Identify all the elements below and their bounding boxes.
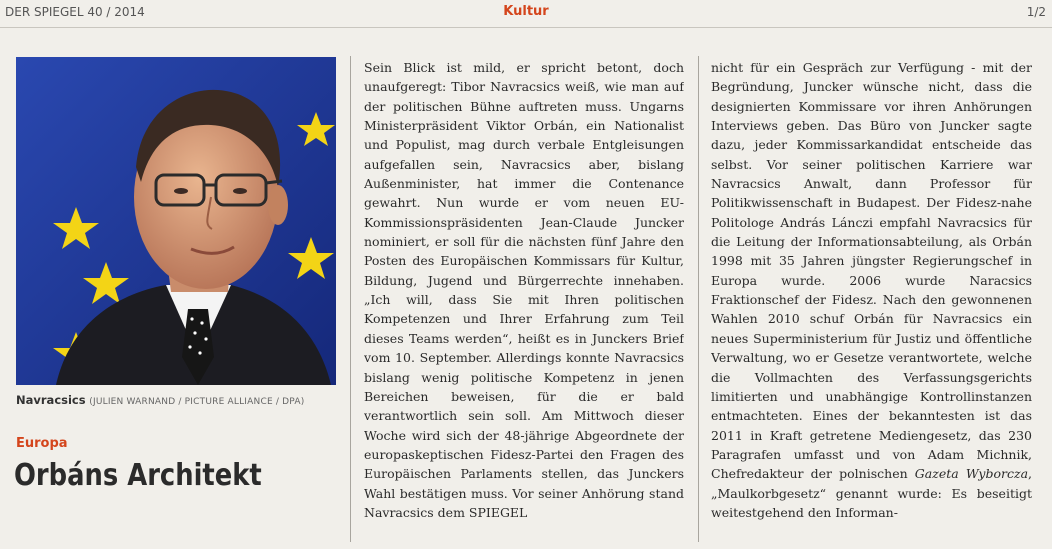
col2-text-end: , „Maulkorbgesetz“ genannt wurde: Es beseitigt weitestgehend den Informan-	[711, 466, 1032, 520]
top-bar	[0, 0, 1052, 28]
column-divider-left	[350, 56, 351, 542]
page-indicator[interactable]: 1/2	[1026, 5, 1046, 19]
article-text-col2	[711, 58, 1032, 522]
newspaper-name: Gazeta Wyborcza	[914, 466, 1029, 482]
caption-name: Navracsics	[16, 393, 86, 407]
magazine-issue: DER SPIEGEL 40 / 2014	[5, 5, 145, 19]
column-divider-right	[698, 56, 699, 542]
article-kicker: Europa	[16, 436, 68, 451]
article-column-1	[364, 58, 684, 538]
article-text-col1: Sein Blick ist mild, er spricht betont, doch unaufgeregt: Tibor Navracsics weiß, wie man auf der politischen Bühne auftreten muss. Ungarns Ministerpräsident Viktor Orbán, ein Nationalist und Populist, mag durch verbale Entgleisungen aufgefallen sein, Navracsics aber, bislang Außenminister, hat immer die Contenance gewahrt. Nun wurde er vom neuen EU-Kommissionspräsidenten Jean-Claude Juncker nominiert, er soll für die nächsten fünf Jahre den Posten des Europäischen Kommissars für Kultur, Bildung, Jugend und Bürgerrechte innehaben. „Ich will, dass Sie mit Ihren politischen Kompetenzen und Ihrer Erfahrung zum Teil dieses Teams werden“, heißt es in Junckers Brief vom 10. September. Allerdings konnte Navracsics bislang wenig politische Kompetenz in jenen Bereichen beweisen, für die er bald verantwortlich sein soll. Am Mittwoch dieser Woche wird sich der 48-jährige Abgeordnete der europaskeptischen Fidesz-Partei den Fragen des Europäischen Parlaments stellen, das Junckers Wahl bestätigen muss. Vor seiner Anhörung stand Navracsics dem SPIEGEL	[364, 60, 684, 520]
col2-text-start: nicht für ein Gespräch zur Verfügung - mit der Begründung, Juncker wünsche nicht, dass die designierten Kommissare vor ihren Anhörungen Interviews geben. Das Büro von Juncker sagte dazu, jeder Kommissarkandidat entscheide das selbst. Vor seiner politischen Karriere war Navracsics Anwalt, dann Professor für Politikwissenschaft in Budapest. Der Fidesz-nahe Politologe András Lánczi empfahl Navracsics für die Leitung der Informationsabteilung, als Orbán 1998 mit 35 Jahren jüngster Regierungschef in Europa wurde. 2006 wurde Naracsics Fraktionschef der Fidesz. Nach den gewonnenen Wahlen 2010 schuf Orbán für Navracsics ein neues Superministerium für Justiz und öffentliche Verwaltung, wo er Gesetze verantwortete, welche die Vollmachten des Verfassungsgerichts limitierten und unabhängige Kontrollinstanzen entmachteten. Eines der bekanntesten ist das 2011 in Kraft getretene Mediengesetz, das 230 Paragrafen umfasst und von Adam Michnik, Chefredakteur der polnischen	[711, 60, 1032, 482]
section-title: Kultur	[503, 4, 549, 19]
portrait-photo	[16, 57, 336, 385]
article-headline: Orbáns Architekt	[14, 458, 262, 493]
caption-credit: (JULIEN WARNAND / PICTURE ALLIANCE / DPA)	[89, 397, 305, 407]
photo-caption	[16, 393, 346, 407]
article-column-2	[711, 58, 1032, 538]
portrait-illustration	[16, 57, 336, 385]
